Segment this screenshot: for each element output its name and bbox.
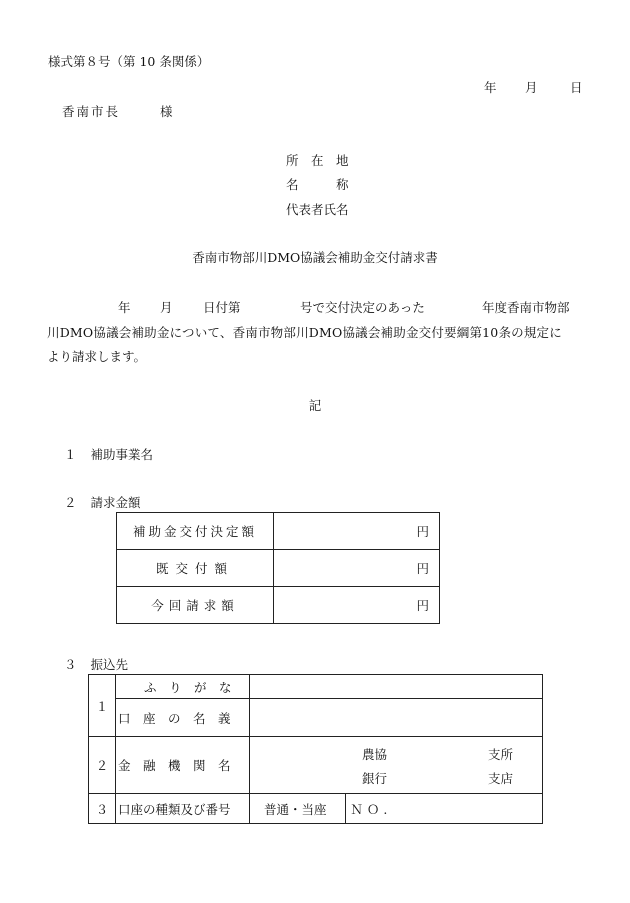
addressee-name: 香南市長	[62, 104, 121, 119]
section-3-number: ３	[64, 657, 77, 672]
account-name-label: 口 座 の 名 義	[116, 699, 250, 737]
form-label: 様式第８号（第 10 条関係）	[48, 54, 210, 69]
section-1-number: １	[64, 447, 77, 462]
amount-label-decided: 補助金交付決定額	[117, 513, 274, 550]
bank-row-account-name	[89, 699, 543, 737]
section-2-number: ２	[64, 495, 77, 510]
section-1	[64, 445, 153, 463]
addressee	[62, 102, 173, 120]
furigana-label: ふ り が な	[116, 675, 250, 699]
date-day: 日	[570, 80, 583, 95]
body-day-no: 日付第	[203, 300, 241, 315]
bank-row-3-number: ３	[89, 794, 116, 824]
account-type-value[interactable]: 普通・当座	[250, 794, 346, 824]
bank-row-2-number: ２	[89, 737, 116, 794]
institution-label: 金 融 機 関 名	[116, 737, 250, 794]
section-2-label: 請求金額	[90, 495, 141, 510]
ki-heading: 記	[308, 398, 322, 413]
document-title: 香南市物部川DMO協議会補助金交付請求書	[192, 250, 438, 265]
body-line-2: 川DMO協議会補助金について、香南市物部川DMO協議会補助金交付要綱第10条の規定に	[47, 325, 562, 340]
ginko-label: 銀行	[362, 771, 388, 786]
amount-value-this-time[interactable]: 円	[274, 587, 440, 624]
body-tail: 年度香南市物部	[482, 300, 570, 315]
body-year: 年	[118, 300, 131, 315]
body-line-3: より請求します。	[47, 349, 147, 364]
amount-row-already	[117, 550, 440, 587]
date-year: 年	[484, 80, 497, 95]
date-month: 月	[525, 80, 538, 95]
furigana-value[interactable]	[250, 675, 543, 699]
bank-row-account-type	[89, 794, 543, 824]
bank-row-furigana	[89, 675, 543, 699]
bank-table	[88, 674, 543, 824]
bank-row-1-number: １	[89, 675, 116, 737]
section-3-label: 振込先	[90, 657, 129, 672]
nokyo-label: 農協	[362, 747, 388, 762]
institution-value[interactable]	[250, 737, 543, 794]
addressee-honorific: 様	[160, 104, 173, 119]
amount-row-this-time	[117, 587, 440, 624]
amount-value-already[interactable]: 円	[274, 550, 440, 587]
section-3	[64, 655, 128, 673]
section-2	[64, 493, 141, 511]
shisho-label: 支所	[488, 747, 514, 762]
amount-label-this-time: 今回請求額	[117, 587, 274, 624]
amount-row-decided	[117, 513, 440, 550]
account-type-label: 口座の種類及び番号	[116, 794, 250, 824]
amount-table	[116, 512, 440, 624]
applicant-name-label: 名 称	[286, 177, 349, 192]
amount-value-decided[interactable]: 円	[274, 513, 440, 550]
account-number-value[interactable]: ＮＯ.	[346, 794, 543, 824]
body-month: 月	[160, 300, 173, 315]
body-mid: 号で交付決定のあった	[300, 300, 425, 315]
shiten-label: 支店	[488, 771, 514, 786]
applicant-address-label: 所 在 地	[286, 153, 349, 168]
date-line	[484, 78, 583, 96]
bank-row-institution	[89, 737, 543, 794]
section-1-label: 補助事業名	[90, 447, 154, 462]
amount-label-already: 既交付額	[117, 550, 274, 587]
applicant-representative-label: 代表者氏名	[286, 202, 349, 217]
account-name-value[interactable]	[250, 699, 543, 737]
